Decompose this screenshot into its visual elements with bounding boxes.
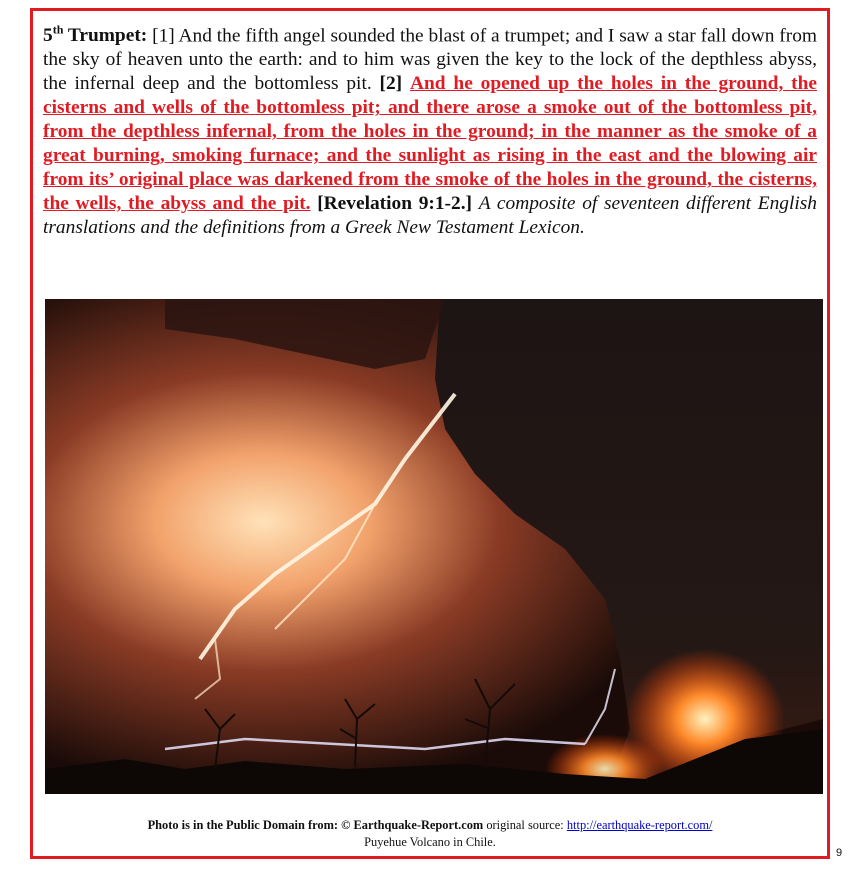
verse2-highlighted-text: And he opened up the holes in the ground, the cisterns and wells of the bottomless pit; and there arose a smoke out of the bottomless pit, from the depthless infernal, from the holes in the ground; in the manner as the smoke of a great burning, smoking furnace; and the sunlight as rising in the east and the blowing air from its’ original place was darkened from the smoke of the holes in the ground, the cisterns, the wells, the abyss and the pit. <box>43 73 817 215</box>
page-number: 9 <box>836 847 843 859</box>
heading-superscript: th <box>52 23 64 37</box>
page-frame <box>30 8 830 859</box>
volcano-lightning-photo <box>45 299 823 794</box>
credit-source-label: original source: <box>483 818 567 832</box>
credit-line-2: Puyehue Volcano in Chile. <box>364 835 496 849</box>
scripture-reference: [Revelation 9:1-2.] <box>317 193 472 215</box>
verse1-marker: [1] <box>152 25 175 47</box>
source-link[interactable]: http://earthquake-report.com/ <box>566 818 713 832</box>
credit-lead: Photo is in the Public Domain from: © Earthquake-Report.com <box>147 818 484 832</box>
heading-number: 5 <box>43 25 53 47</box>
passage-heading <box>43 25 147 46</box>
scripture-passage <box>43 18 817 240</box>
verse1-text: And the fifth angel sounded the blast of a trumpet; and I saw a star fall down from the sky of heaven unto the earth: and to him was given the key to the lock of the depthless abyss, the infernal deep and the bottomless pit. <box>43 25 817 95</box>
credit-line-1 <box>33 817 827 834</box>
photo-credit <box>33 817 827 851</box>
heading-word: Trumpet: <box>63 25 148 47</box>
volcano-photo-illustration <box>45 299 823 794</box>
translation-note: A composite of seventeen different English translations and the definitions from a Greek New Testament Lexicon. <box>43 193 817 239</box>
verse2-marker: [2] <box>379 73 403 95</box>
